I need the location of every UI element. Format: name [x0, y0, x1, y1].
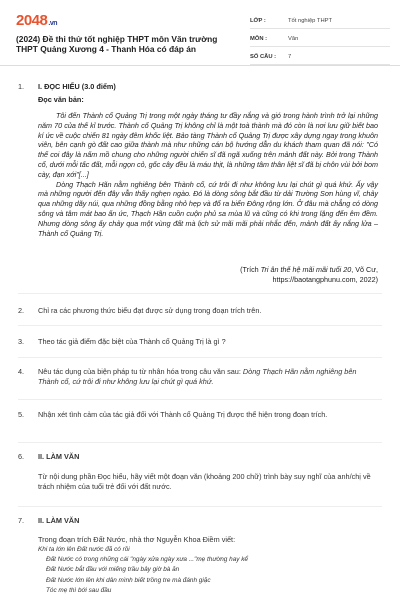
question-number: 3. [18, 337, 25, 346]
meta-value[interactable]: Văn [288, 35, 299, 42]
passage-paragraph: Tôi đến Thành cổ Quảng Trị trong một ngày tháng tư đầy nắng và gió trong hành trình trở lại những năm 70 của thế kỉ trước. Thành cổ Quảng Trị không chỉ là một toà thành mà đó còn là nơi lưu giữ biết bao kí ức về cuộc chiến 81 ngày đêm khốc liệt. Bảo tàng Thành cổ Quảng Trị được xây dựng ngay trong khuôn viên, bên cạnh gò đất cao giữa thành mà như những cán bộ hướng dẫn du khách tham quan đã nói: "Có thể coi đây là nấm mồ chung cho những người chiến sĩ đã ngã xuống trên mảnh đất này. Bởi trong Thành cổ, dưới mỗi tấc đất, mỗi ngọn cỏ, gốc cây đều là máu thịt, là những tâm thân liệt sĩ đã bị chôn vùi bởi bom cày, đạn xới"[...] [38, 111, 378, 179]
question-number: 2. [18, 306, 25, 315]
divider [18, 399, 382, 400]
reading-passage [38, 111, 378, 238]
poem-line: Khi ta lớn lên Đất nước đã có rồi [38, 546, 130, 553]
divider [18, 357, 382, 358]
divider [18, 325, 382, 326]
question-number: 7. [18, 516, 25, 525]
meta-row-subject [250, 31, 390, 47]
poem-line: Đất Nước có trong những cái "ngày xửa ngày xưa ..."mẹ thường hay kể [46, 556, 248, 564]
section-heading: I. ĐỌC HIỂU (3.0 điểm) [38, 82, 116, 91]
poem-excerpt [38, 545, 248, 596]
citation [38, 265, 378, 285]
question-number: 5. [18, 410, 25, 419]
meta-row-count [250, 49, 390, 65]
exam-meta [250, 13, 390, 67]
passage-paragraph: Dòng Thạch Hãn nằm nghiêng bên Thành cổ, cứ trôi đi như không lưu lại chút gì quá khứ. Ấy vậy mà những người đến đây vẫn thấy nghẹn ngào. Đó là dòng sông bắt đầu từ dải Trường Sơn hùng vĩ, chảy qua những dãy núi, qua những đồng bằng nhỏ hẹp và đổ ra biển Đông rộng lớn. Ở đâu mà chẳng có dòng sông và tâm mát bao ấn ức, Thạch Hãn cuồn cuộn phủ sa mùa lũ và cũng có khi trong lặng đến êm đềm. Nhưng dòng sông ấy chảy qua một vùng đất mà lịch sử mãi mãi phải nhắc đến, mảnh đất ấy nắng lửa – Thành cổ Quảng Trị. [38, 179, 378, 238]
meta-value: 7 [288, 53, 292, 60]
meta-value[interactable]: Tốt nghiệp THPT [288, 17, 333, 24]
question-text: Từ nội dung phần Đọc hiểu, hãy viết một đoạn văn (khoảng 200 chữ) trình bày suy nghĩ của anh/chị về trách nhiệm của tuổi trẻ đối với đất nước. [38, 472, 371, 491]
section-heading: II. LÀM VĂN [38, 516, 80, 525]
poem-line: Đất Nước bắt đầu với miếng trầu bây giờ bà ăn [46, 566, 180, 574]
question-number: 4. [18, 367, 25, 376]
poem-line: Đất Nước lớn lên khi dân mình biết trồng tre mà đánh giặc [46, 576, 211, 584]
meta-label: LỚP : [250, 17, 266, 24]
question-text: Trong đoạn trích Đất Nước, nhà thơ Nguyễn Khoa Điềm viết: [38, 535, 236, 544]
divider [18, 442, 382, 443]
citation-url[interactable]: https://baotangphunu.com, 2022) [272, 275, 378, 284]
question-number: 1. [18, 82, 25, 91]
page-title: (2024) Đề thi thử tốt nghiệp THPT môn Văn trường THPT Quảng Xương 4 - Thanh Hóa có đáp án [16, 34, 218, 54]
question-number: 6. [18, 452, 25, 461]
meta-row-class [250, 13, 390, 29]
question-text: Chỉ ra các phương thức biểu đạt được sử dụng trong đoạn trích trên. [38, 306, 262, 315]
meta-label: SỐ CÂU : [250, 53, 277, 60]
question-text: Nhận xét tình cảm của tác giả đối với Thành cổ Quảng Trị được thể hiện trong đoạn trích. [38, 410, 328, 419]
section-heading: II. LÀM VĂN [38, 452, 80, 461]
question-text: Nêu tác dụng của biện pháp tu từ nhân hóa trong câu văn sau: Dòng Thạch Hãn nằm nghiêng bên Thành cổ, cứ trôi đi như không lưu lại chút gì quá khứ. [38, 367, 357, 386]
section-subheading: Đọc văn bản: [38, 95, 84, 104]
poem-line: Tóc mẹ thì bới sau đầu [46, 586, 112, 594]
divider [18, 293, 382, 294]
header [0, 0, 400, 66]
divider [18, 506, 382, 507]
question-text: Theo tác giả điểm đặc biệt của Thành cổ Quảng Trị là gì ? [38, 337, 226, 346]
citation-line: (Trích Tri ân thế hệ mãi mãi tuổi 20, Võ Cư, [240, 265, 378, 274]
site-logo[interactable]: 2048.vn [16, 12, 57, 29]
meta-label: MÔN : [250, 35, 268, 42]
